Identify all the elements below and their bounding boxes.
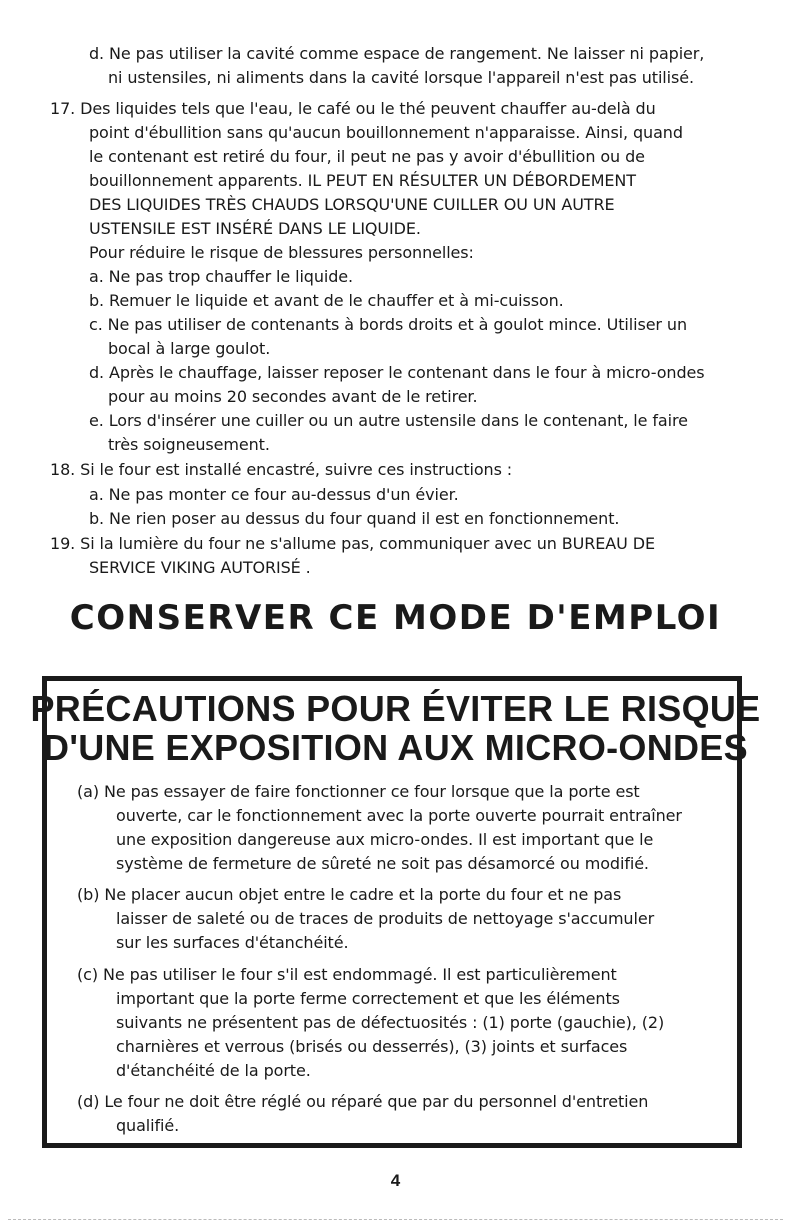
box-item-b: (b) Ne placer aucun objet entre le cadre et la porte du four et ne pas <box>77 885 622 904</box>
text-line: a. Ne pas trop chauffer le liquide. <box>89 267 354 286</box>
text-line: point d'ébullition sans qu'aucun bouillonnement n'apparaisse. Ainsi, quand <box>89 123 683 142</box>
text-line: Pour réduire le risque de blessures personnelles: <box>89 243 474 262</box>
box-item-a: (a) Ne pas essayer de faire fonctionner ce four lorsque que la porte est <box>77 782 640 801</box>
box-title-line-2: D'UNE EXPOSITION AUX MICRO-ONDES <box>43 727 748 768</box>
box-line: d'étanchéité de la porte. <box>116 1061 311 1080</box>
box-item-d: (d) Le four ne doit être réglé ou réparé que par du personnel d'entretien <box>77 1092 649 1111</box>
text-line: bocal à large goulot. <box>108 339 271 358</box>
text-line: bouillonnement apparents. IL PEUT EN RÉSULTER UN DÉBORDEMENT <box>89 171 636 190</box>
list-item-18: 18. Si le four est installé encastré, suivre ces instructions : <box>50 460 513 479</box>
box-line: important que la porte ferme correctement et que les éléments <box>116 989 620 1008</box>
text-line: a. Ne pas monter ce four au-dessus d'un évier. <box>89 485 459 504</box>
list-item-17: 17. Des liquides tels que l'eau, le café ou le thé peuvent chauffer au-delà du <box>50 99 656 118</box>
box-line: sur les surfaces d'étanchéité. <box>116 933 349 952</box>
box-item-c: (c) Ne pas utiliser le four s'il est endommagé. Il est particulièrement <box>77 965 617 984</box>
text-line: d. Ne pas utiliser la cavité comme espace de rangement. Ne laisser ni papier, <box>89 44 705 63</box>
text-line: pour au moins 20 secondes avant de le retirer. <box>108 387 478 406</box>
text-line: DES LIQUIDES TRÈS CHAUDS LORSQU'UNE CUILLER OU UN AUTRE <box>89 195 615 214</box>
box-line: suivants ne présentent pas de défectuosités : (1) porte (gauchie), (2) <box>116 1013 665 1032</box>
box-line: ouverte, car le fonctionnement avec la porte ouverte pourrait entraîner <box>116 806 682 825</box>
text-line: USTENSILE EST INSÉRÉ DANS LE LIQUIDE. <box>89 219 421 238</box>
main-heading: CONSERVER CE MODE D'EMPLOI <box>69 598 722 638</box>
box-line: qualifié. <box>116 1116 180 1135</box>
page-number: 4 <box>390 1171 401 1190</box>
box-line: système de fermeture de sûreté ne soit pas désamorcé ou modifié. <box>116 854 649 873</box>
text-line: d. Après le chauffage, laisser reposer le contenant dans le four à micro-ondes <box>89 363 705 382</box>
text-line: c. Ne pas utiliser de contenants à bords droits et à goulot mince. Utiliser un <box>89 315 687 334</box>
text-line: SERVICE VIKING AUTORISÉ . <box>89 558 311 577</box>
box-line: une exposition dangereuse aux micro-ondes. Il est important que le <box>116 830 654 849</box>
box-line: laisser de saleté ou de traces de produits de nettoyage s'accumuler <box>116 909 655 928</box>
text-line: le contenant est retiré du four, il peut ne pas y avoir d'ébullition ou de <box>89 147 645 166</box>
text-line: e. Lors d'insérer une cuiller ou un autre ustensile dans le contenant, le faire <box>89 411 688 430</box>
list-item-19: 19. Si la lumière du four ne s'allume pas, communiquer avec un BUREAU DE <box>50 534 655 553</box>
box-title-line-1: PRÉCAUTIONS POUR ÉVITER LE RISQUE <box>30 688 761 729</box>
box-line: charnières et verrous (brisés ou desserrés), (3) joints et surfaces <box>116 1037 628 1056</box>
text-line: très soigneusement. <box>108 435 270 454</box>
text-line: ni ustensiles, ni aliments dans la cavité lorsque l'appareil n'est pas utilisé. <box>108 68 694 87</box>
text-line: b. Remuer le liquide et avant de le chauffer et à mi-cuisson. <box>89 291 564 310</box>
footer-rule <box>8 1219 783 1220</box>
text-line: b. Ne rien poser au dessus du four quand il est en fonctionnement. <box>89 509 620 528</box>
